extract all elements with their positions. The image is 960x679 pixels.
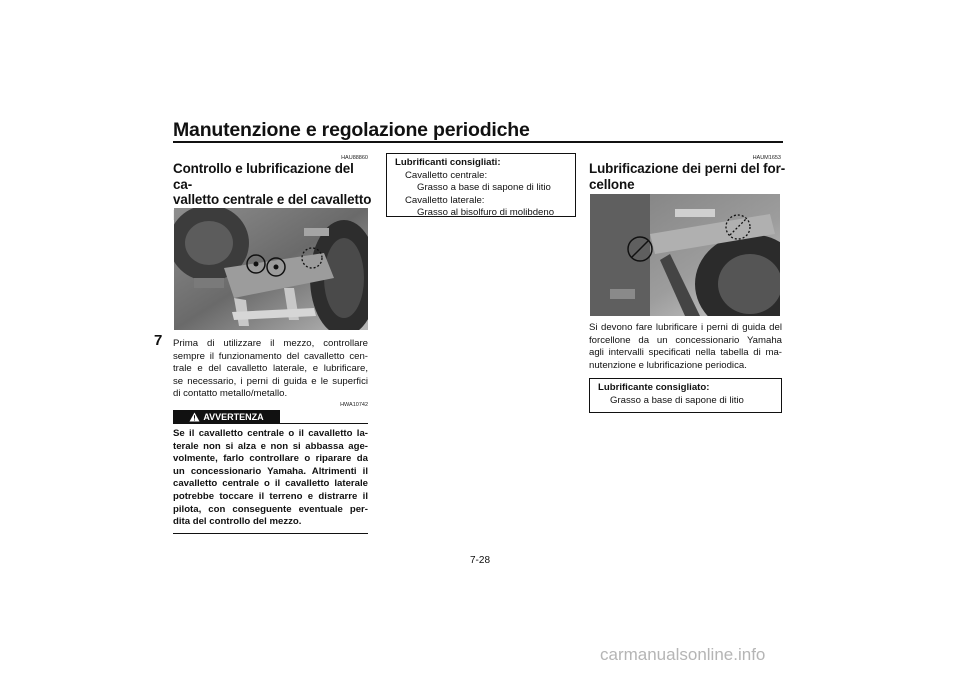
stands-instructions <box>173 338 368 401</box>
title-line: Controllo e lubrificazione del ca- <box>173 161 354 192</box>
body-line: agli intervalli specificati nella tabella di ma- <box>589 347 782 359</box>
warning-line: Se il cavalletto centrale o il cavalletto la- <box>173 428 368 439</box>
footer-watermark: carmanualsonline.info <box>600 645 766 664</box>
lubricants-header: Lubrificanti consigliati: <box>395 157 501 168</box>
lubricant-value: Grasso a base di sapone di litio <box>417 182 551 194</box>
warning-triangle-icon <box>189 412 200 422</box>
swingarm-photo <box>590 194 780 316</box>
lubricant-label: Cavalletto laterale: <box>405 194 485 206</box>
warning-end-rule <box>173 533 368 534</box>
warning-line: cavalletto centrale o il cavalletto laterale <box>173 478 368 490</box>
warning-line: pilota, con conseguente eventuale per- <box>173 503 368 515</box>
chapter-tab: 7 <box>154 332 163 349</box>
section-code: HAU88860 <box>341 155 368 161</box>
lubricant-value: Grasso al bisolfuro di molibdeno <box>417 207 555 219</box>
page-header-title: Manutenzione e regolazione periodiche <box>173 119 530 141</box>
body-line: forcellone da un concessionario Yamaha <box>589 334 782 346</box>
warning-code: HWA10742 <box>340 402 368 408</box>
lubricant-box <box>589 378 782 413</box>
section-title-swingarm <box>589 161 789 192</box>
title-line: cellone <box>589 176 635 192</box>
body-line: nutenzione e lubrificazione periodica. <box>589 359 747 371</box>
body-line: di contatto metallo/metallo. <box>173 388 288 400</box>
warning-rule <box>280 423 368 424</box>
stand-photo <box>174 208 368 330</box>
header-rule <box>173 141 783 143</box>
warning-line: dita del controllo del mezzo. <box>173 516 302 528</box>
warning-banner <box>173 409 368 425</box>
page-number: 7-28 <box>469 555 490 566</box>
warning-line: terale non si alza e non si abbassa age- <box>173 440 368 452</box>
body-line: sempre il funzionamento del cavalletto cen- <box>173 350 368 362</box>
lubricants-box <box>386 153 576 217</box>
section-code: HAUM1653 <box>752 155 781 161</box>
title-line: Lubrificazione dei perni del for- <box>589 161 786 176</box>
warning-line: volmente, farlo controllare o riparare da <box>173 453 368 465</box>
warning-line: un concessionario Yamaha. Altrimenti il <box>173 465 368 477</box>
lubricant-header: Lubrificante consigliato: <box>598 382 710 393</box>
lubricant-value: Grasso a base di sapone di litio <box>610 394 744 406</box>
warning-label-box <box>173 410 280 424</box>
body-line: se necessario, i perni di guida e le superfici <box>173 375 368 387</box>
body-line: Prima di utilizzare il mezzo, controllare <box>173 338 368 349</box>
lubricant-label: Cavalletto centrale: <box>405 169 488 181</box>
warning-line: potrebbe toccare il terreno e distrarre il <box>173 490 368 502</box>
title-line: valletto centrale e del cavalletto <box>173 192 372 207</box>
warning-text <box>173 428 368 529</box>
warning-label: AVVERTENZA <box>203 412 264 422</box>
body-line: Si devono fare lubrificare i perni di guida del <box>589 322 782 333</box>
swingarm-instructions <box>589 322 782 372</box>
body-line: trale e del cavalletto laterale, e lubrificare, <box>173 363 368 375</box>
